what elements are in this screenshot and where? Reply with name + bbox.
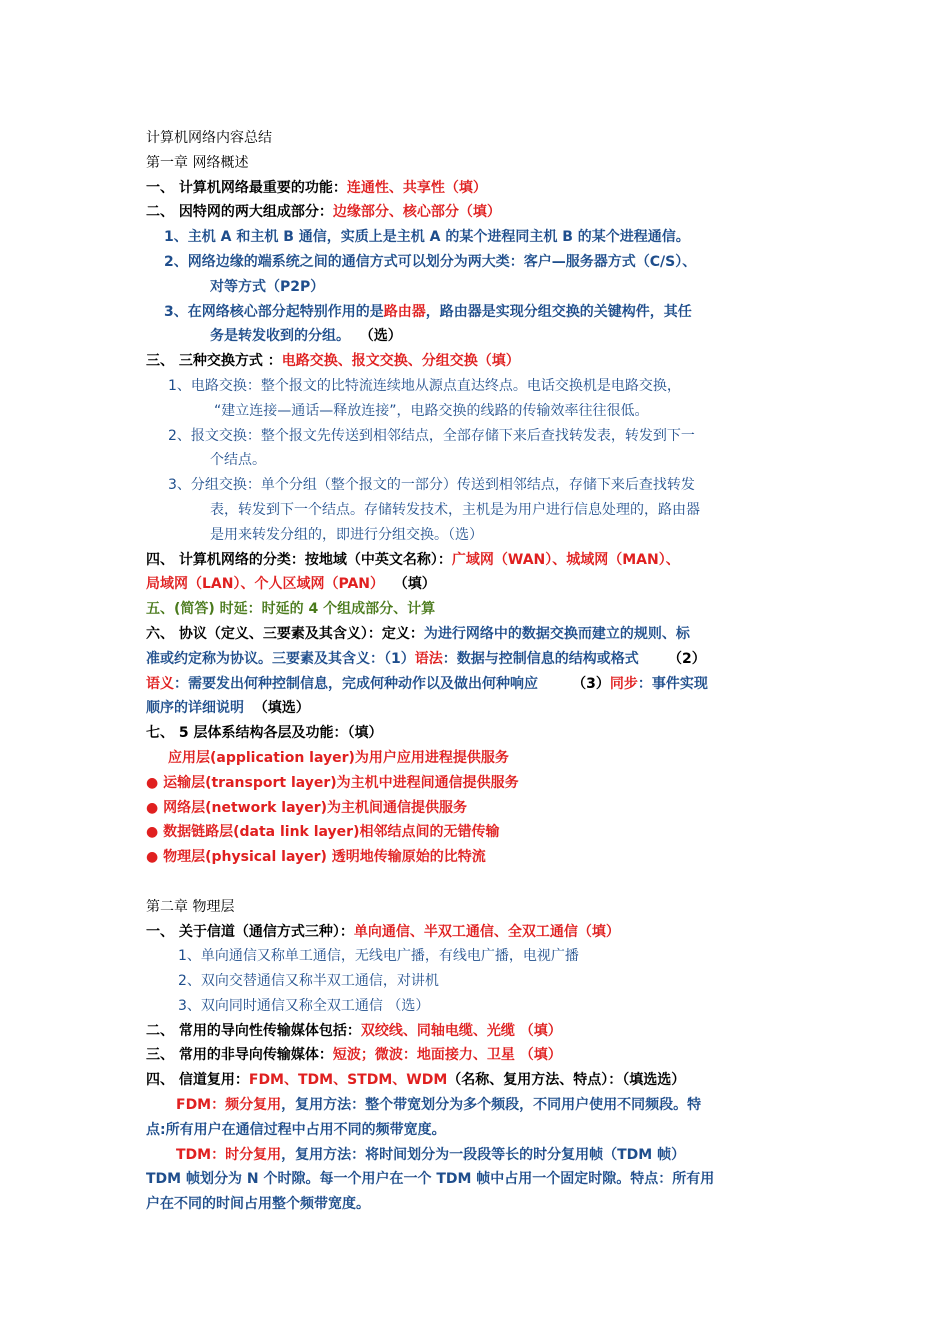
ch2-item-1-sub-1: 1、单向通信又称单工通信，无线电广播，有线电广播，电视广播 [178,948,579,965]
item-2-sub-3: 3、在网络核心部分起特别作用的是路由器，路由器是实现分组交换的关键构件，其任 [164,303,692,320]
item-2-sub-2-cont: 对等方式（P2P） [210,278,325,295]
item-3-sub-3: 3、分组交换：单个分组（整个报文的一部分）传送到相邻结点，存储下来后查找转发 [168,477,695,494]
item-2: 二、 因特网的两大组成部分：边缘部分、核心部分（填） [146,204,501,221]
document-page [146,126,810,1217]
ch2-item-1: 一、 关于信道（通信方式三种）：单向通信、半双工通信、全双工通信（填） [146,923,620,940]
item-3-sub-1-cont: “建立连接—通话—释放连接”，电路交换的线路的传输效率往往很低。 [214,402,649,419]
item-6-cont1: 准或约定称为协议。三要素及其含义：（1）语法：数据与控制信息的结构或格式 （2） [146,650,706,667]
layer-transport: ● 运输层(transport layer)为主机中进程间通信提供服务 [146,774,519,791]
item-3-sub-2-cont: 个结点。 [210,452,266,469]
item-3-sub-3-cont1: 表，转发到下一个结点。存储转发技术，主机是为用户进行信息处理的，路由器 [210,501,700,518]
ch2-item-2: 二、 常用的导向性传输媒体包括：双绞线、同轴电缆、光缆 （填） [146,1022,562,1039]
item-2-sub-1: 1、主机 A 和主机 B 通信，实质上是主机 A 的某个进程同主机 B 的某个进程通信。 [164,229,690,246]
doc-title: 计算机网络内容总结 [146,130,272,146]
item-4: 四、 计算机网络的分类：按地域（中英文名称）：广域网（WAN）、城域网（MAN）、 [146,551,680,568]
item-6: 六、 协议（定义、三要素及其含义）：定义：为进行网络中的数据交换而建立的规则、标 [146,625,690,642]
item-3-sub-2: 2、报文交换：整个报文先传送到相邻结点，全部存储下来后查找转发表，转发到下一 [168,427,695,444]
ch2-tdm-cont2: 户在不同的时间占用整个频带宽度。 [146,1196,370,1213]
layer-network: ● 网络层(network layer)为主机间通信提供服务 [146,799,468,816]
item-2-sub-3-cont: 务是转发收到的分组。 （选） [210,328,402,345]
item-3-sub-3-cont2: 是用来转发分组的，即进行分组交换。（选） [210,526,483,543]
layer-datalink: ● 数据链路层(data link layer)相邻结点间的无错传输 [146,824,500,841]
ch2-tdm: TDM：时分复用，复用方法：将时间划分为一段段等长的时分复用帧（TDM 帧） [176,1146,686,1163]
ch2-tdm-cont1: TDM 帧划分为 N 个时隙。每一个用户在一个 TDM 帧中占用一个固定时隙。特点：所有用 [146,1171,715,1188]
item-5: 五、(简答) 时延：时延的 4 个组成部分、计算 [146,601,436,618]
ch2-item-4: 四、 信道复用：FDM、TDM、STDM、WDM（名称、复用方法、特点）：（填选选） [146,1072,686,1089]
ch2-item-1-sub-2: 2、双向交替通信又称半双工通信，对讲机 [178,973,439,990]
item-3: 三、 三种交换方式 ：电路交换、报文交换、分组交换（填） [146,353,520,370]
item-1: 一、 计算机网络最重要的功能：连通性、共享性（填） [146,179,487,196]
layer-application: 应用层(application layer)为用户应用进程提供服务 [168,749,509,766]
item-6-cont2: 语义：需要发出何种控制信息，完成何种动作以及做出何种响应 （3）同步：事件实现 [146,675,708,692]
ch2-fdm: FDM：频分复用，复用方法：整个带宽划分为多个频段，不同用户使用不同频段。特 [176,1097,702,1114]
chapter2-heading: 第二章 物理层 [146,898,235,915]
layer-physical: ● 物理层(physical layer) 透明地传输原始的比特流 [146,849,486,866]
ch2-fdm-cont: 点:所有用户在通信过程中占用不同的频带宽度。 [146,1121,446,1138]
item-2-sub-2: 2、网络边缘的端系统之间的通信方式可以划分为两大类：客户—服务器方式（C/S）、 [164,253,697,270]
chapter1-heading: 第一章 网络概述 [146,154,249,171]
ch2-item-1-sub-3: 3、双向同时通信又称全双工通信 （选） [178,997,430,1014]
item-4-cont: 局域网（LAN）、个人区域网（PAN） （填） [146,576,436,593]
ch2-item-3: 三、 常用的非导向传输媒体：短波；微波：地面接力、卫星 （填） [146,1047,562,1064]
item-3-sub-1: 1、电路交换：整个报文的比特流连续地从源点直达终点。电话交换机是电路交换， [168,377,681,394]
item-6-cont3: 顺序的详细说明 （填选） [146,700,310,717]
item-7: 七、 5 层体系结构各层及功能：（填） [146,725,383,742]
